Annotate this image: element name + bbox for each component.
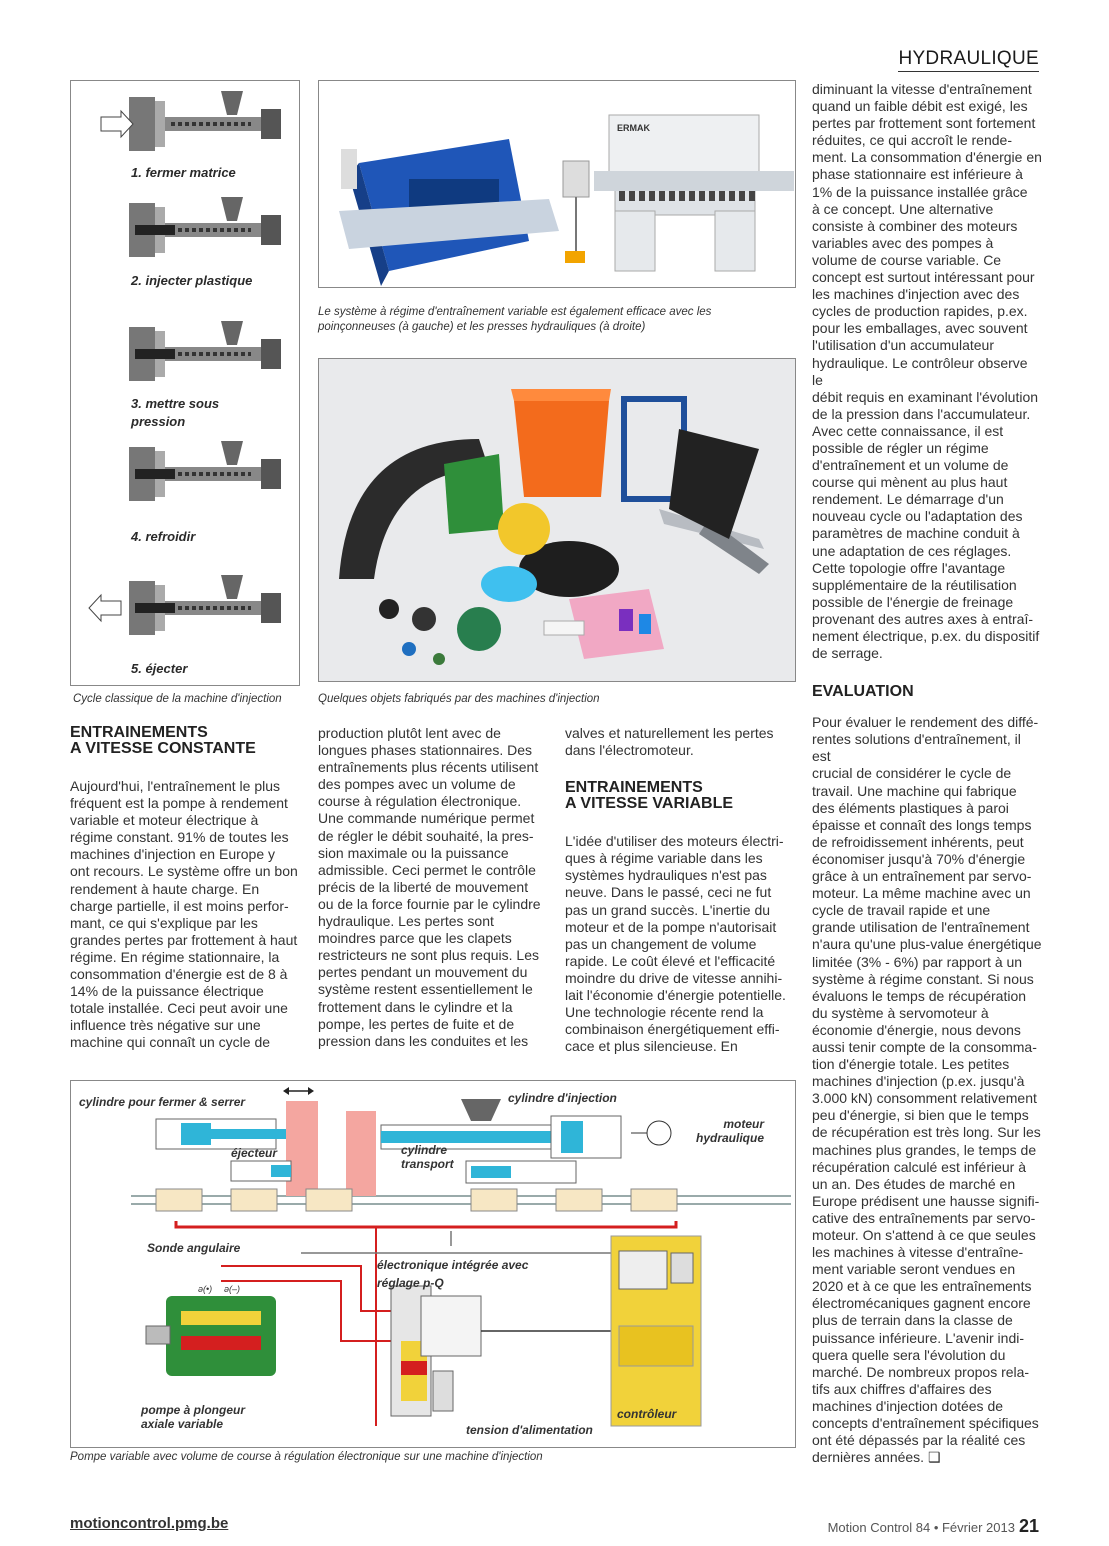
label-transport-cylinder: cylindre transport	[401, 1143, 454, 1171]
plastic-objects-illustration	[319, 359, 795, 681]
diagram-caption: Pompe variable avec volume de course à régulation électronique sur une machine d'injection	[70, 1451, 543, 1463]
paragraph-evaluation: Pour évaluer le rendement des diffé- rentes solutions d'entraînement, il est crucial de considérer le cycle de travail. Une machine qui fabrique des éléments plastiques à paroi épaisse et connaît des longs temps de refroidissement inhérents, peut économiser jusqu'à 70% d'énergie grâce à un entraînement par servo- moteur. La même machine avec un cycle de travail rapide et une grande utilisation de l'entraînement n'aura qu'une plus-value énergétique limitée (3% - 6%) par rapport à un système à régime constant. Si nous évaluons le temps de récupération du système à servomoteur à économie d'énergie, nous devons aussi tenir compte de la consomma- tion d'énergie totale. Les petites machines d'injection (p.ex. jusqu'à 3.000 kN) consomment relativement peu d'énergie, si bien que le temps de récupération est très long. Sur les machines plus grandes, le temps de récupération calculé est inférieur à un an. Des études de marché en Europe prédisent une hausse signifi- cative des entraînements par servo- moteur. On s'attend à ce que seules les machines à vitesse d'entraîne- ment variable seront vendues en 2020 et à ce que les entraînements électromécaniques gagnent encore plus de terrain dans la classe de puissance inférieure. L'avenir indi- quera quelle sera l'évolution du marché. De nombreux propos rela- tifs aux chiffres d'affaires des machines d'injection dotées de concepts d'entraînement spécifiques ont été dépassés par la réalité ces dernières années. ❑	[812, 714, 1042, 1466]
website-link[interactable]: motioncontrol.pmg.be	[70, 1515, 229, 1532]
cycle-step-3: 3. mettre sous pression	[131, 396, 220, 429]
section-title: HYDRAULIQUE	[898, 48, 1039, 72]
paragraph-constant-speed: Aujourd'hui, l'entraînement le plus fréquent est la pompe à rendement variable et moteur électrique à régime constant. 91% de toutes les machines d'injection en Europe y ont recours. Le système offre un bon rendement à haute charge. En charge partielle, il est moins perfor- mant, ce qui s'explique par les grandes pertes par frottement à haut régime. En régime stationnaire, la consommation d'énergie est de 8 à 14% de la puissance électrique totale installée. Ceci peut avoir une influence très négative sur une machine qui connaît un cycle de	[70, 778, 298, 1051]
article-column-4	[812, 81, 1042, 1466]
label-symbol-plus: ə(•)	[198, 1284, 213, 1294]
paragraph-concept: diminuant la vitesse d'entraînement quand un faible débit est exigé, les pertes par frottement sont fortement réduites, ce qui accroît le rende- ment. La consommation d'énergie en phase stationnaire est inférieure à 1% de la puissance installée grâce à ce concept. Une alternative consiste à combiner des moteurs variables avec des pompes à volume de course variable. Ce concept est surtout intéressant pour les machines d'injection avec des cycles de production rapides, p.ex. pour les emballages, avec souvent l'utilisation d'un accumulateur hydraulique. Le contrôleur observe le débit requis en examinant l'évolution de la pression dans l'accumulateur. Avec cette connaissance, il est possible de régler un régime d'entraînement et un volume de course qui mènent au plus haut rendement. Le démarrage d'un nouveau cycle ou l'adaptation des paramètres de machine conduit à une adaptation de ces réglages. Cette topologie offre l'avantage supplémentaire de la réutilisation possible de l'énergie de freinage provenant des autres axes à entraî- nement électrique, p.ex. du dispositif de serrage.	[812, 81, 1042, 662]
article-column-1	[70, 725, 298, 1052]
label-axial-piston-pump: pompe à plongeur axiale variable	[141, 1403, 246, 1431]
label-clamp-cylinder: cylindre pour fermer & serrer	[79, 1095, 246, 1109]
heading-variable-speed: ENTRAINEMENTS A VITESSE VARIABLE	[565, 779, 734, 813]
issue-info	[828, 1516, 1039, 1537]
heading-evaluation: EVALUATION	[812, 683, 914, 701]
injection-cycle-figure	[70, 80, 300, 686]
paragraph-continued: production plutôt lent avec de longues phases stationnaires. Des entraînements plus récents utilisent des pompes avec un volume de course à régulation électronique. Une commande numérique permet de régler le débit souhaité, la pres- sion maximale ou la puissance admissible. Ceci permet le contrôle précis de la liberté de mouvement ou de la force fournie par le cylindre hydraulique. Les pertes sont moindres parce que les clapets restricteurs ne sont plus requis. Les pertes pendant un mouvement du système restent essentiellement le frottement dans le cylindre et la pompe, les pertes de fuite et de pression dans les conduites et les	[318, 725, 541, 1049]
cycle-step-2: 2. injecter plastique	[131, 273, 253, 288]
article-column-2	[318, 725, 546, 1050]
label-hydraulic-motor: moteur hydraulique	[696, 1117, 765, 1145]
plastic-objects-photo	[318, 358, 796, 682]
machines-photo	[318, 80, 796, 288]
cycle-step-4: 4. refroidir	[131, 529, 196, 544]
article-column-3	[565, 725, 793, 1055]
page-number: 21	[1018, 1516, 1039, 1536]
label-ejector: éjecteur	[231, 1146, 278, 1160]
cycle-step-5: 5. éjecter	[131, 661, 188, 676]
paragraph-variable-speed: L'idée d'utiliser des moteurs électri- ques à régime variable dans les systèmes hydrauliques n'est pas neuve. Dans le passé, ceci ne fut pas un grand succès. L'inertie du moteur et de la pompe n'autorisait pas un changement de volume rapide. Le coût élevé et l'efficacité moindre du drive de vitesse annihi- lait l'économie d'énergie potentielle. Une technologie récente rend la combinaison énergétiquement effi- cace et plus silencieuse. En	[565, 833, 786, 1055]
issue-label: Motion Control 84 • Février 2013	[827, 1520, 1015, 1535]
machines-caption: Le système à régime d'entraînement variable est également efficace avec les poinçonneuses (à gauche) et les presses hydrauliques (à droite)	[318, 306, 712, 333]
label-injection-cylinder: cylindre d'injection	[508, 1091, 617, 1105]
objects-caption: Quelques objets fabriqués par des machines d'injection	[318, 693, 600, 705]
machines-illustration	[319, 81, 795, 287]
hydraulic-diagram	[70, 1080, 796, 1448]
paragraph-valves: valves et naturellement les pertes dans l'électromoteur.	[565, 725, 774, 759]
label-symbol-minus: ə(–)	[224, 1284, 241, 1294]
label-supply-voltage: tension d'alimentation	[466, 1423, 593, 1437]
label-controller: contrôleur	[617, 1407, 677, 1421]
label-integrated-electronics: électronique intégrée avec réglage p-Q	[377, 1258, 529, 1290]
machine-brand: ERMAK	[617, 123, 650, 133]
label-angular-sensor: Sonde angulaire	[147, 1241, 241, 1255]
cycle-caption: Cycle classique de la machine d'injection	[73, 693, 282, 705]
cycle-step-1: 1. fermer matrice	[131, 165, 236, 180]
heading-constant-speed: ENTRAINEMENTS A VITESSE CONSTANTE	[70, 724, 256, 757]
